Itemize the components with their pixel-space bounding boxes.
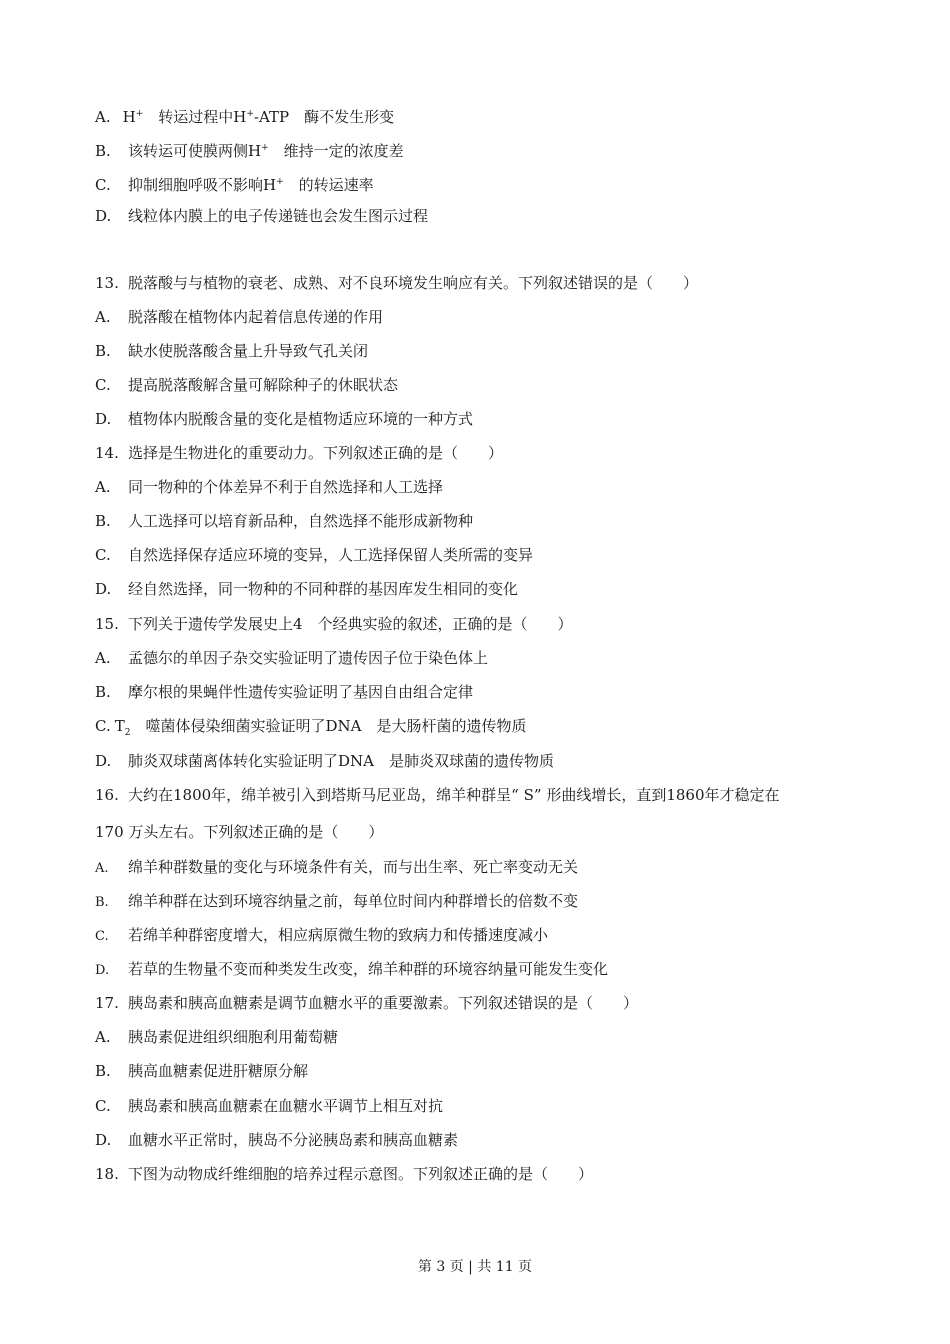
q16-option-a: A. 绵羊种群数量的变化与环境条件有关，而与出生率、死亡率变动无关 <box>95 858 579 876</box>
q17-stem: 17. 胰岛素和胰高血糖素是调节血糖水平的重要激素。下列叙述错误的是（ ） <box>95 994 639 1012</box>
q12-option-d: D. 线粒体内膜上的电子传递链也会发生图示过程 <box>95 207 429 225</box>
q15-option-a: A. 孟德尔的单因子杂交实验证明了遗传因子位于染色体上 <box>95 649 489 667</box>
q16-stem-line2: 170 万头左右。下列叙述正确的是（ ） <box>95 823 384 841</box>
q16-option-d: D. 若草的生物量不变而种类发生改变，绵羊种群的环境容纳量可能发生变化 <box>95 960 609 978</box>
q16-stem-line1: 16. 大约在1800年，绵羊被引入到塔斯马尼亚岛，绵羊种群呈“ S” 形曲线增长，直到1860年才稳定在 <box>95 786 780 804</box>
q17-option-b: B. 胰高血糖素促进肝糖原分解 <box>95 1062 309 1080</box>
page-footer: 第 3 页 | 共 11 页 <box>417 1259 533 1275</box>
q17-option-c: C. 胰岛素和胰高血糖素在血糖水平调节上相互对抗 <box>95 1097 444 1115</box>
q14-option-b: B. 人工选择可以培育新品种，自然选择不能形成新物种 <box>95 512 474 530</box>
q13-option-c: C. 提高脱落酸解含量可解除种子的休眠状态 <box>95 376 399 394</box>
q17-option-d: D. 血糖水平正常时，胰岛不分泌胰岛素和胰高血糖素 <box>95 1131 459 1149</box>
q16-option-c: C. 若绵羊种群密度增大，相应病原微生物的致病力和传播速度减小 <box>95 926 549 944</box>
q15-option-c: C. $T_2$ 噬菌体侵染细菌实验证明了DNA 是大肠杆菌的遗传物质 <box>95 717 527 738</box>
q13-option-d: D. 植物体内脱酸含量的变化是植物适应环境的一种方式 <box>95 410 474 428</box>
q13-option-a: A. 脱落酸在植物体内起着信息传递的作用 <box>95 308 384 326</box>
q15-option-d: D. 肺炎双球菌离体转化实验证明了DNA 是肺炎双球菌的遗传物质 <box>95 752 554 770</box>
q15-stem: 15. 下列关于遗传学发展史上4 个经典实验的叙述，正确的是（ ） <box>95 615 573 633</box>
q12-option-c: C. 抑制细胞呼吸不影响H+ 的转运速率 <box>95 176 374 194</box>
q14-option-c: C. 自然选择保存适应环境的变异，人工选择保留人类所需的变异 <box>95 546 534 564</box>
q14-option-a: A. 同一物种的个体差异不利于自然选择和人工选择 <box>95 478 444 496</box>
q17-option-a: A. 胰岛素促进组织细胞利用葡萄糖 <box>95 1028 339 1046</box>
q13-option-b: B. 缺水使脱落酸含量上升导致气孔关闭 <box>95 342 369 360</box>
q14-stem: 14. 选择是生物进化的重要动力。下列叙述正确的是（ ） <box>95 444 504 462</box>
q18-stem: 18. 下图为动物成纤维细胞的培养过程示意图。下列叙述正确的是（ ） <box>95 1165 594 1183</box>
q13-stem: 13. 脱落酸与与植物的衰老、成熟、对不良环境发生响应有关。下列叙述错误的是（ ） <box>95 274 699 292</box>
q12-option-b: B. 该转运可使膜两侧H+ 维持一定的浓度差 <box>95 142 404 160</box>
q12-option-a: A. H+ 转运过程中H+-ATP 酶不发生形变 <box>95 108 395 126</box>
q15-option-b: B. 摩尔根的果蝇伴性遗传实验证明了基因自由组合定律 <box>95 683 474 701</box>
q14-option-d: D. 经自然选择，同一物种的不同种群的基因库发生相同的变化 <box>95 580 519 598</box>
q16-option-b: B. 绵羊种群在达到环境容纳量之前，每单位时间内种群增长的倍数不变 <box>95 892 579 910</box>
